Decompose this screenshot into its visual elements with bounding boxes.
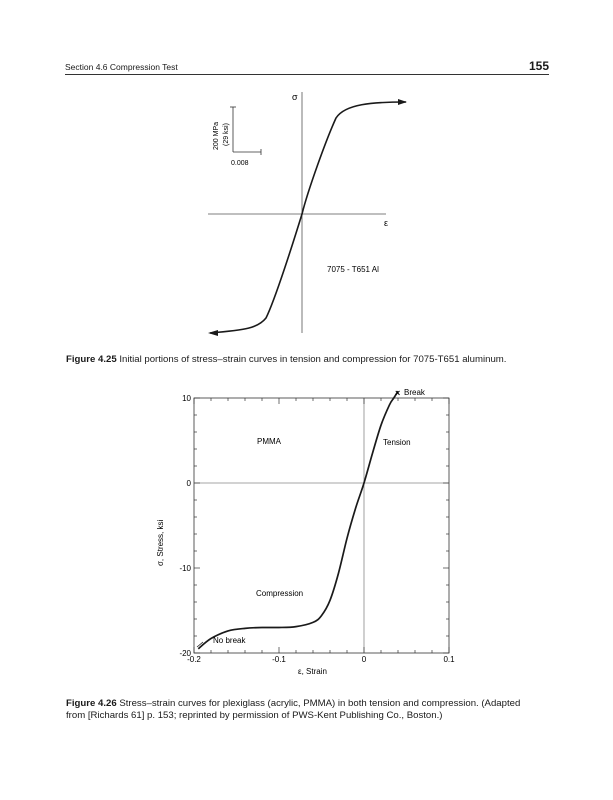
fig425-sigma-label: σ [292, 92, 298, 102]
figure-4-26-caption [66, 698, 536, 722]
y-tick-label: -10 [179, 564, 191, 573]
fig425-scale-stress: 200 MPa [213, 121, 220, 150]
figure-4-25-caption-text: Initial portions of stress–strain curves in tension and compression for 7075-T651 aluminum. [116, 354, 507, 365]
fig425-arrow-left [208, 330, 218, 336]
fig425-material-label: 7075 - T651 Al [327, 265, 379, 274]
label-pmma: PMMA [257, 437, 281, 446]
chart-plot-frame [194, 398, 449, 653]
label-no-break: No break [213, 636, 246, 645]
x-tick-label: -0.1 [272, 655, 286, 664]
label-compression: Compression [256, 589, 304, 598]
y-tick-label: -20 [179, 649, 191, 658]
figure-4-25-caption-label: Figure 4.25 [66, 354, 117, 365]
page-number: 155 [528, 59, 549, 73]
label-break: Break [404, 388, 425, 397]
section-title: Section 4.6 Compression Test [65, 62, 178, 72]
break-marker: × [395, 388, 401, 398]
figure-4-26-caption-label: Figure 4.26 [66, 698, 117, 709]
no-break-leader [197, 642, 203, 647]
chart-xlabel: ε, Strain [298, 667, 327, 676]
fig425-scale-stress-ksi: (29 ksi) [223, 123, 230, 146]
label-tension: Tension [383, 438, 411, 447]
x-tick-label: 0 [361, 655, 367, 664]
x-tick-label: 0.1 [443, 655, 455, 664]
chart-ylabel: σ, Stress, ksi [156, 519, 165, 566]
y-tick-label: 10 [182, 394, 191, 403]
y-tick-label: 0 [186, 479, 191, 488]
fig425-scale-strain: 0.008 [231, 160, 249, 167]
fig425-epsilon-label: ε [384, 218, 389, 228]
fig425-curve [210, 102, 406, 333]
header-rule [65, 74, 549, 75]
pmma-curve [198, 391, 398, 649]
figure-4-25-caption [66, 354, 536, 366]
figure-4-26-caption-text: Stress–strain curves for plexiglass (acrylic, PMMA) in both tension and compression. (Adapted from [Richards 61] p. 153; reprinted by permission of PWS-Kent Publishing Co., Boston.) [66, 698, 521, 721]
x-tick-label: -0.2 [187, 655, 201, 664]
fig425-arrow-right [398, 99, 407, 105]
